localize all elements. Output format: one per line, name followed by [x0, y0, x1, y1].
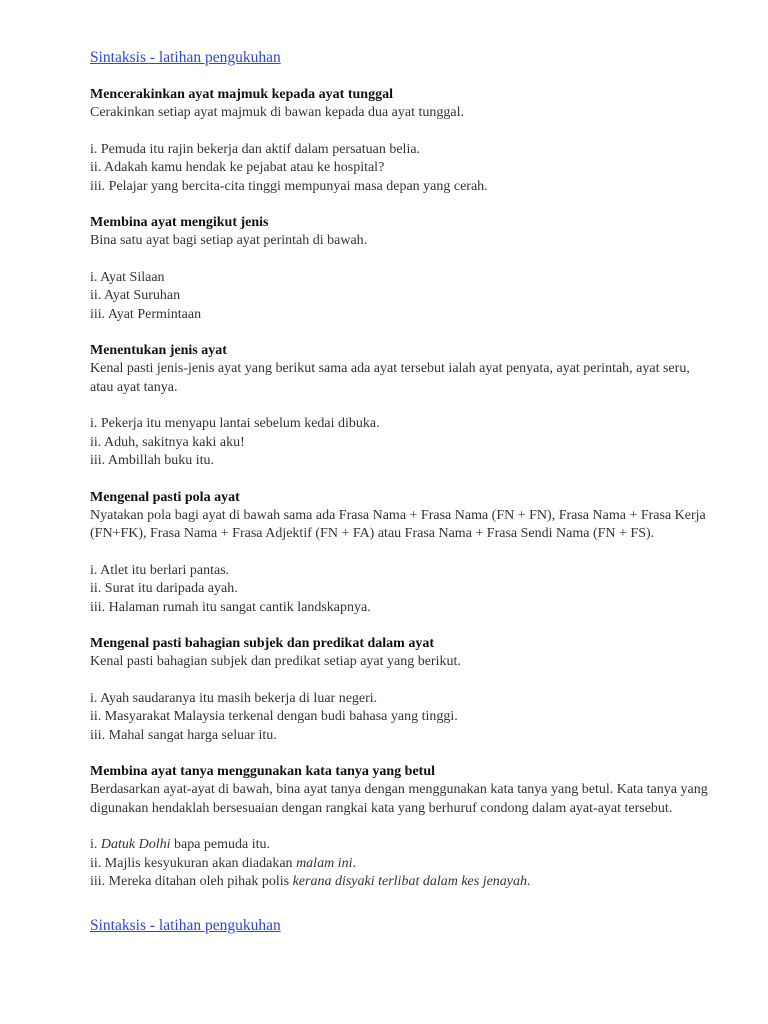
- list-item: [90, 855, 708, 874]
- title-link[interactable]: Sintaksis - latihan pengukuhan: [90, 49, 281, 66]
- list-item: iii. Ayat Permintaan: [90, 306, 202, 322]
- list-item: i. Ayah saudaranya itu masih bekerja di luar negeri.: [90, 690, 378, 706]
- exercise-list: [90, 690, 708, 746]
- section-bina-jenis: [90, 214, 708, 324]
- section-pola-ayat: [90, 489, 708, 618]
- list-item: ii. Aduh, sakitnya kaki aku!: [90, 434, 245, 450]
- list-item: i. Pemuda itu rajin bekerja dan aktif dalam persatuan belia.: [90, 141, 421, 157]
- item-text: Majlis kesyukuran akan diadakan: [104, 855, 297, 871]
- list-item: ii. Ayat Suruhan: [90, 288, 181, 303]
- item-text: bapa pemuda itu.: [170, 837, 271, 852]
- section-ayat-tanya: [90, 763, 708, 892]
- item-text: Mereka ditahan oleh pihak polis: [108, 874, 293, 889]
- section-jenis-ayat: [90, 342, 708, 471]
- section-instruction: Bina satu ayat bagi setiap ayat perintah di bawah.: [90, 233, 368, 248]
- exercise-list: [90, 269, 708, 325]
- list-item: i. Pekerja itu menyapu lantai sebelum kedai dibuka.: [90, 416, 380, 431]
- item-number: i.: [90, 837, 101, 852]
- list-item: iii. Ambillah buku itu.: [90, 453, 215, 468]
- exercise-list: [90, 415, 708, 471]
- section-heading: Membina ayat mengikut jenis: [90, 215, 269, 230]
- section-instruction: Kenal pasti jenis-jenis ayat yang berikut sama ada ayat tersebut ialah ayat penyata, ayat perintah, ayat seru, atau ayat tanya.: [90, 361, 690, 395]
- list-item: iii. Halaman rumah itu sangat cantik landskapnya.: [90, 599, 371, 615]
- item-end: .: [352, 855, 356, 871]
- list-item: [90, 873, 708, 892]
- item-number: iii.: [90, 874, 109, 889]
- section-cerakin: [90, 86, 708, 196]
- list-item: ii. Masyarakat Malaysia terkenal dengan budi bahasa yang tinggi.: [90, 709, 458, 724]
- section-heading: Menentukan jenis ayat: [90, 343, 227, 358]
- item-number: ii.: [90, 855, 105, 871]
- item-end: .: [527, 874, 531, 889]
- list-item: [90, 836, 708, 855]
- footer-title-link[interactable]: Sintaksis - latihan pengukuhan: [90, 916, 281, 934]
- section-instruction: Berdasarkan ayat-ayat di bawah, bina ayat tanya dengan menggunakan kata tanya yang betul. Kata tanya yang digunakan hendaklah bersesuaian dengan rangkai kata yang berhuruf condong dalam ayat-ayat tersebut.: [90, 782, 708, 816]
- list-item: ii. Adakah kamu hendak ke pejabat atau ke hospital?: [90, 160, 385, 175]
- section-heading: Mencerakinkan ayat majmuk kepada ayat tunggal: [90, 87, 393, 102]
- italic-phrase: malam ini: [296, 855, 353, 871]
- section-heading: Membina ayat tanya menggunakan kata tanya yang betul: [90, 764, 435, 779]
- section-subjek-predikat: [90, 635, 708, 745]
- exercise-list: [90, 836, 708, 892]
- italic-phrase: kerana disyaki terlibat dalam kes jenayah: [292, 874, 528, 889]
- list-item: i. Atlet itu berlari pantas.: [90, 562, 230, 578]
- list-item: ii. Surat itu daripada ayah.: [90, 581, 238, 596]
- section-instruction: Kenal pasti bahagian subjek dan predikat setiap ayat yang berikut.: [90, 654, 461, 669]
- section-instruction: Cerakinkan setiap ayat majmuk di bawan kepada dua ayat tunggal.: [90, 105, 464, 120]
- section-heading: Mengenal pasti bahagian subjek dan predikat dalam ayat: [90, 636, 434, 651]
- list-item: i. Ayat Silaan: [90, 269, 165, 285]
- italic-phrase: Datuk Dolhi: [100, 837, 171, 852]
- list-item: iii. Mahal sangat harga seluar itu.: [90, 727, 277, 743]
- exercise-list: [90, 562, 708, 618]
- list-item: iii. Pelajar yang bercita-cita tinggi mempunyai masa depan yang cerah.: [90, 178, 488, 194]
- section-instruction: Nyatakan pola bagi ayat di bawah sama ada Frasa Nama + Frasa Nama (FN + FN), Frasa Nama + Frasa Kerja (FN+FK), Frasa Nama + Frasa Adjektif (FN + FA) atau Frasa Nama + Frasa Sendi Nama (FN + FS).: [90, 507, 706, 541]
- exercise-list: [90, 141, 708, 197]
- section-heading: Mengenal pasti pola ayat: [90, 489, 240, 505]
